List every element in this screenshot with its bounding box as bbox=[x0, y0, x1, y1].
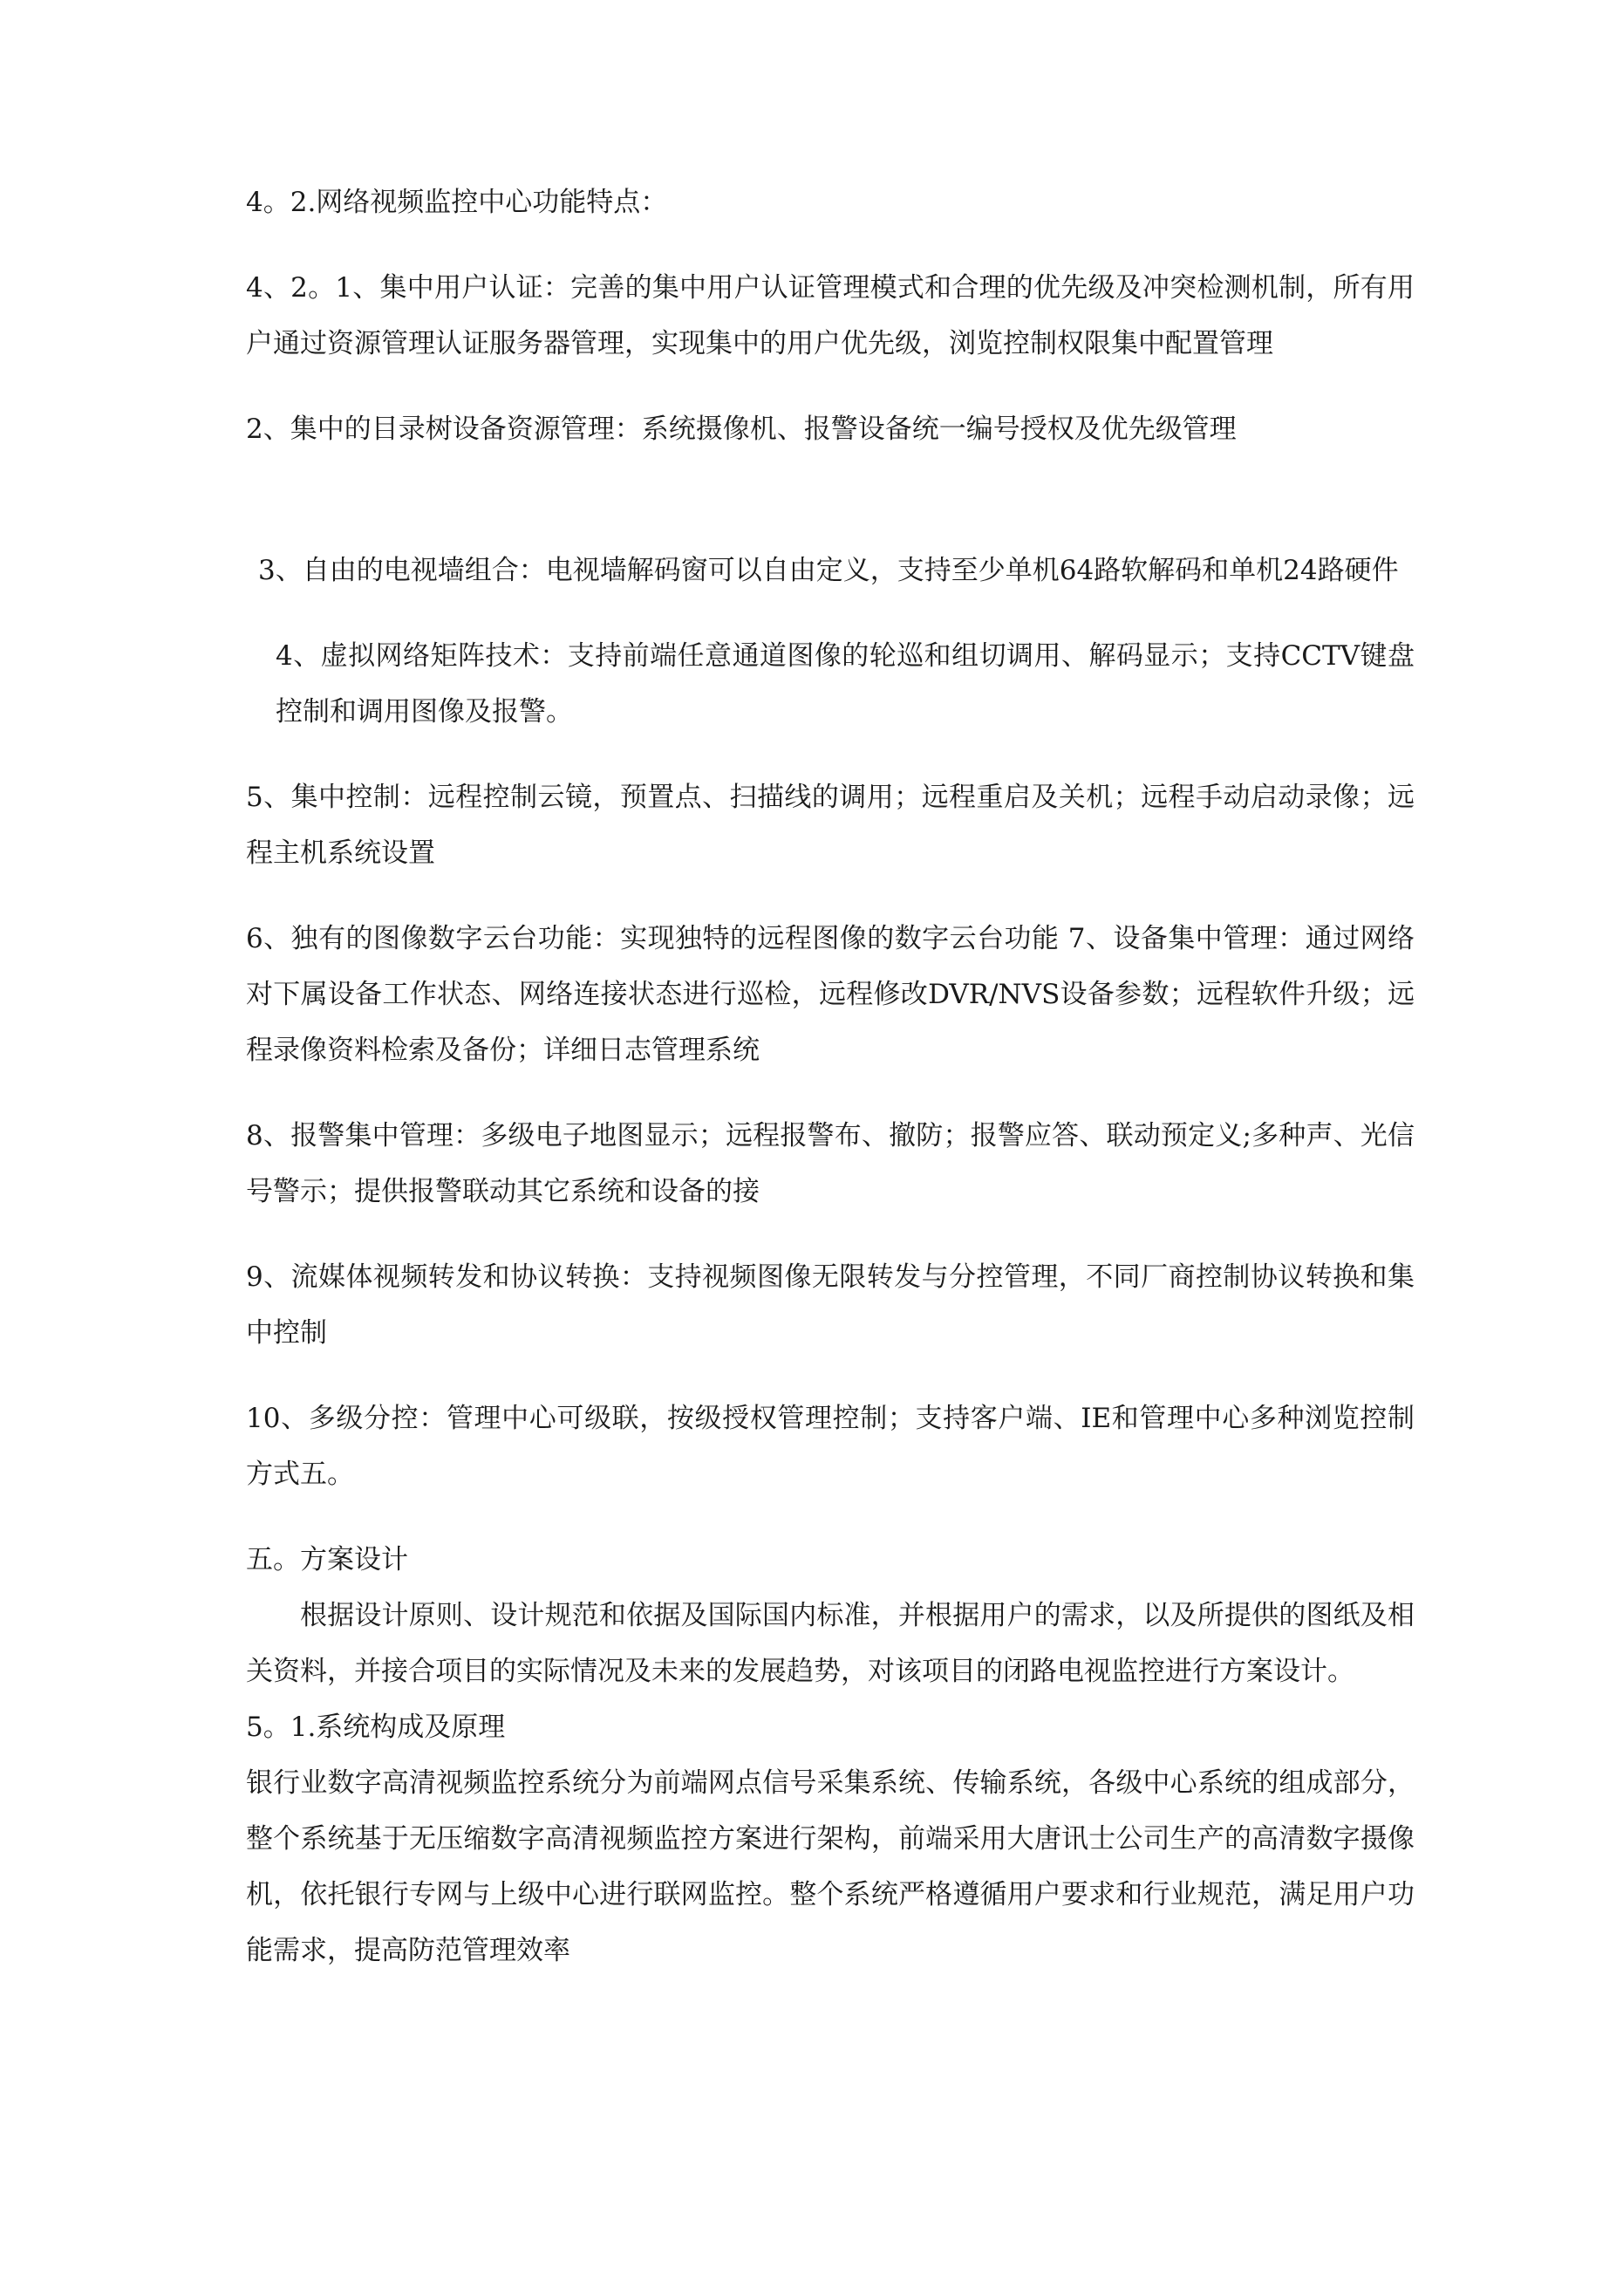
section-5-intro: 根据设计原则、设计规范和依据及国际国内标准，并根据用户的需求，以及所提供的图纸及相关资料，并接合项目的实际情况及未来的发展趋势，对该项目的闭路电视监控进行方案设计。 bbox=[246, 1600, 1415, 1687]
section-heading-5-1: 5。1.系统构成及原理 bbox=[246, 1712, 506, 1743]
paragraph-item-9: 9、流媒体视频转发和协议转换：支持视频图像无限转发与分控管理，不同厂商控制协议转换和集中控制 bbox=[246, 1261, 1415, 1349]
paragraph-item-5: 5、集中控制：远程控制云镜，预置点、扫描线的调用；远程重启及关机；远程手动启动录像；远程主机系统设置 bbox=[246, 782, 1415, 869]
paragraph-item-2: 2、集中的目录树设备资源管理：系统摄像机、报警设备统一编号授权及优先级管理 bbox=[246, 413, 1237, 445]
section-heading-4-2: 4。2.网络视频监控中心功能特点： bbox=[246, 187, 668, 218]
section-heading-5: 五。方案设计 bbox=[246, 1544, 408, 1575]
paragraph-item-1: 4、2。1、集中用户认证：完善的集中用户认证管理模式和合理的优先级及冲突检测机制，所有用户通过资源管理认证服务器管理，实现集中的用户优先级，浏览控制权限集中配置管理 bbox=[246, 272, 1415, 359]
document-body bbox=[246, 174, 1415, 1978]
paragraph-item-4: 4、虚拟网络矩阵技术：支持前端任意通道图像的轮巡和组切调用、解码显示；支持CCTV键盘控制和调用图像及报警。 bbox=[276, 640, 1415, 728]
section-5-1-body: 银行业数字高清视频监控系统分为前端网点信号采集系统、传输系统，各级中心系统的组成部分，整个系统基于无压缩数字高清视频监控方案进行架构，前端采用大唐讯士公司生产的高清数字摄像机，依托银行专网与上级中心进行联网监控。整个系统严格遵循用户要求和行业规范，满足用户功能需求，提高防范管理效率 bbox=[246, 1767, 1415, 1966]
paragraph-item-8: 8、报警集中管理：多级电子地图显示；远程报警布、撤防；报警应答、联动预定义;多种声、光信号警示；提供报警联动其它系统和设备的接 bbox=[246, 1120, 1415, 1207]
paragraph-item-6-7: 6、独有的图像数字云台功能：实现独特的远程图像的数字云台功能 7、设备集中管理：通过网络对下属设备工作状态、网络连接状态进行巡检，远程修改DVR/NVS设备参数；远程软件升级；远程录像资料检索及备份；详细日志管理系统 bbox=[246, 923, 1415, 1066]
paragraph-item-3: 3、自由的电视墙组合：电视墙解码窗可以自由定义，支持至少单机64路软解码和单机24路硬件 bbox=[258, 555, 1399, 586]
paragraph-item-10: 10、多级分控：管理中心可级联，按级授权管理控制；支持客户端、IE和管理中心多种浏览控制方式五。 bbox=[246, 1403, 1415, 1490]
